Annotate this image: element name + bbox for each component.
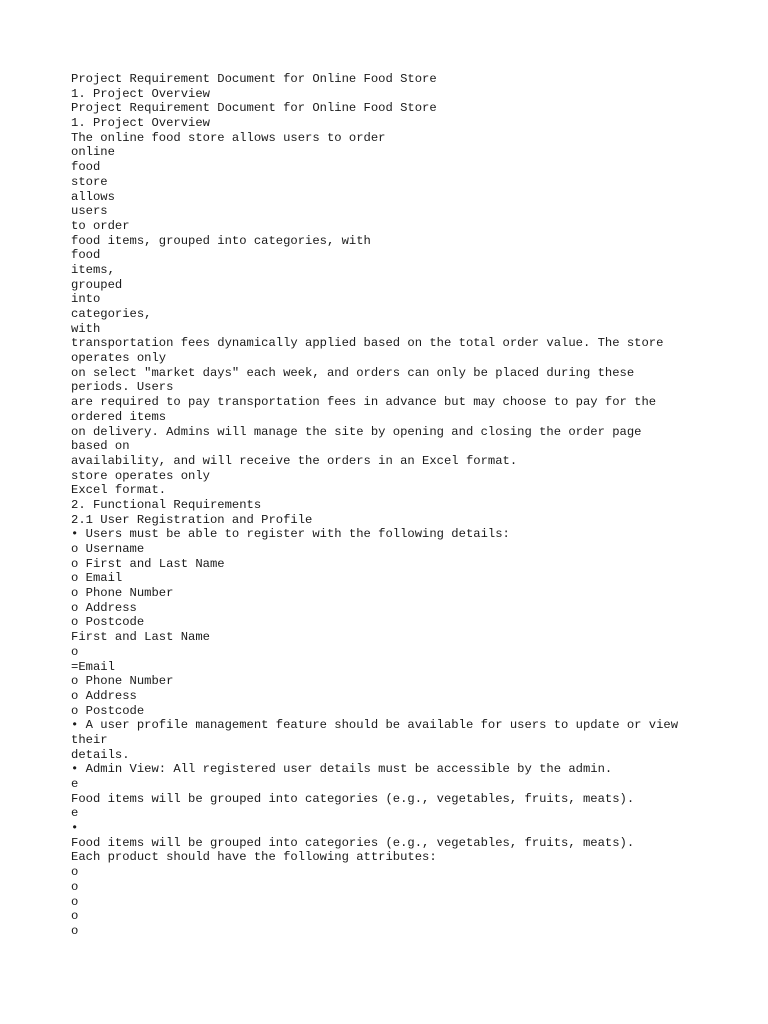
text-line: grouped [71,277,123,292]
text-line: Excel format. [71,483,167,498]
sub-bullet-item: o [71,644,79,659]
text-line: allows [71,189,115,204]
text-line: e [71,777,79,791]
sub-bullet-item: o Username [71,542,145,556]
text-line: details. [71,747,130,762]
text-line: food [71,248,101,263]
text-line: e [71,806,79,821]
sub-bullet-item: o [71,894,79,909]
text-line: categories, [71,307,152,321]
sub-bullet-item: o [71,909,79,924]
text-line: items, [71,262,115,277]
bullet-item: • Users must be able to register with the following details: [71,527,510,542]
section-heading: 2. Functional Requirements [71,497,262,512]
text-line: based on [71,439,130,454]
bullet-item: • Admin View: All registered user details must be accessible by the admin. [71,762,613,777]
sub-bullet-item: o Postcode [71,615,145,630]
text-line: =Email [71,659,115,674]
sub-bullet-item: o Email [71,571,123,586]
sub-bullet-item: o Address [71,688,137,703]
document-page [71,72,731,939]
section-heading: 1. Project Overview [71,86,210,101]
sub-bullet-item: o First and Last Name [71,556,225,571]
text-line: are required to pay transportation fees in advance but may choose to pay for the [71,395,657,410]
text-line: periods. Users [71,380,174,395]
bullet-item: • [71,821,79,836]
text-line: store operates only [71,468,210,483]
subsection-heading: 2.1 User Registration and Profile [71,512,313,527]
sub-bullet-item: o Phone Number [71,674,174,689]
text-line: Food items will be grouped into categories (e.g., vegetables, fruits, meats). [71,791,635,806]
document-title: Project Requirement Document for Online Food Store [71,101,437,116]
sub-bullet-item: o Address [71,600,137,615]
text-line: Food items will be grouped into categories (e.g., vegetables, fruits, meats). [71,835,635,850]
text-line: their [71,732,108,747]
text-line: operates only [71,351,167,366]
section-heading: 1. Project Overview [71,116,210,131]
sub-bullet-item: o [71,865,79,880]
text-line: online [71,145,115,160]
text-line: on delivery. Admins will manage the site by opening and closing the order page [71,424,642,439]
text-line: The online food store allows users to order [71,130,386,145]
text-line: ordered items [71,409,167,424]
text-line: food items, grouped into categories, with [71,233,371,248]
sub-bullet-item: o [71,879,79,894]
text-line: on select "market days" each week, and orders can only be placed during these [71,365,635,380]
text-line: into [71,292,101,307]
text-line: First and Last Name [71,630,210,645]
text-line: Each product should have the following attributes: [71,850,437,865]
sub-bullet-item: o [71,923,79,938]
text-line: with [71,321,101,336]
bullet-item: • A user profile management feature should be available for users to update or view [71,718,679,733]
sub-bullet-item: o Postcode [71,703,145,718]
sub-bullet-item: o Phone Number [71,586,174,601]
text-line: food [71,160,101,175]
text-line: to order [71,218,130,233]
text-line: users [71,204,108,219]
text-line: store [71,174,108,189]
text-line: availability, and will receive the orders in an Excel format. [71,453,518,468]
document-title: Project Requirement Document for Online Food Store [71,72,437,86]
text-line: transportation fees dynamically applied based on the total order value. The store [71,336,664,351]
